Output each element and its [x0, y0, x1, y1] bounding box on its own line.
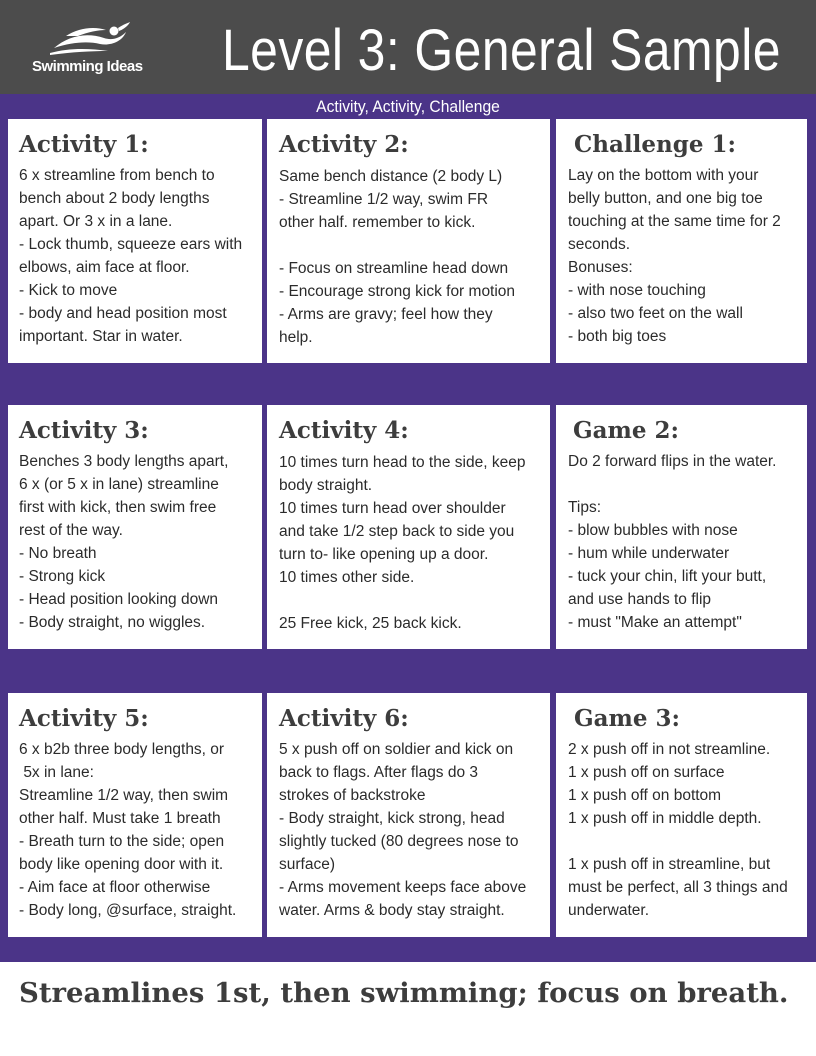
card-body: 6 x streamline from bench to bench about 2 body lengths apart. Or 3 x in a lane. - Lock thumb, squeeze ears with elbows, aim face at floor. - Kick to move - body and head position most important. Star in water. — [19, 167, 243, 345]
card-title: Game 3: — [574, 705, 681, 732]
card-title: Activity 2: — [279, 131, 409, 158]
card-body: 5 x push off on soldier and kick on back to flags. After flags do 3 strokes of backstroke - Body straight, kick strong, head slightly tucked (80 degrees nose to surface) - Arms movement keeps face above water. Arms & body stay straight. — [279, 741, 527, 919]
card-body: Same bench distance (2 body L) - Streamline 1/2 way, swim FR other half. remember to kick. - Focus on streamline head down - Encourage strong kick for motion - Arms are gravy; feel how they help. — [279, 168, 516, 346]
card-challenge-1 — [556, 119, 807, 363]
card-body: Benches 3 body lengths apart, 6 x (or 5 x in lane) streamline first with kick, then swim free rest of the way. - No breath - Strong kick - Head position looking down - Body straight, no wiggles. — [19, 453, 229, 631]
swimming-ideas-logo — [30, 18, 160, 80]
card-body: 10 times turn head to the side, keep body straight. 10 times turn head over shoulder and take 1/2 step back to side you turn to- like opening up a door. 10 times other side. 25 Free kick, 25 back kick. — [279, 454, 526, 632]
card-body: Lay on the bottom with your belly button, and one big toe touching at the same time for 2 seconds. Bonuses: - with nose touching - also two feet on the wall - both big toes — [568, 167, 781, 345]
page-subtitle: Activity, Activity, Challenge — [316, 97, 500, 116]
card-body: 6 x b2b three body lengths, or 5x in lane: Streamline 1/2 way, then swim other half. Must take 1 breath - Breath turn to the side; open body like opening door with it. - Aim face at floor otherwise - Body long, @surface, straight. — [19, 741, 237, 919]
footer-note: Streamlines 1st, then swimming; focus on breath. — [19, 977, 789, 1009]
card-game-2 — [556, 405, 807, 649]
page-title: Level 3: General Sample — [222, 18, 781, 83]
logo-text: Swimming Ideas — [32, 58, 143, 75]
card-activity-3 — [8, 405, 262, 649]
card-game-3 — [556, 693, 807, 937]
card-body: Do 2 forward flips in the water. Tips: - blow bubbles with nose - hum while underwater - tuck your chin, lift your butt, and use hands to flip - must "Make an attempt" — [568, 453, 777, 631]
card-title: Game 2: — [573, 417, 680, 444]
card-activity-2 — [267, 119, 550, 363]
card-title: Activity 6: — [279, 705, 409, 732]
card-title: Activity 5: — [19, 705, 149, 732]
card-activity-6 — [267, 693, 550, 937]
header-bar — [0, 0, 816, 94]
card-title: Activity 3: — [19, 417, 149, 444]
card-activity-4 — [267, 405, 550, 649]
card-activity-1 — [8, 119, 262, 363]
card-title: Challenge 1: — [574, 131, 736, 158]
card-body: 2 x push off in not streamline. 1 x push off on surface 1 x push off on bottom 1 x push off in middle depth. 1 x push off in streamline, but must be perfect, all 3 things and underwater. — [568, 741, 788, 919]
card-title: Activity 1: — [19, 131, 149, 158]
card-activity-5 — [8, 693, 262, 937]
card-title: Activity 4: — [279, 417, 409, 444]
swimmer-icon — [48, 22, 132, 56]
